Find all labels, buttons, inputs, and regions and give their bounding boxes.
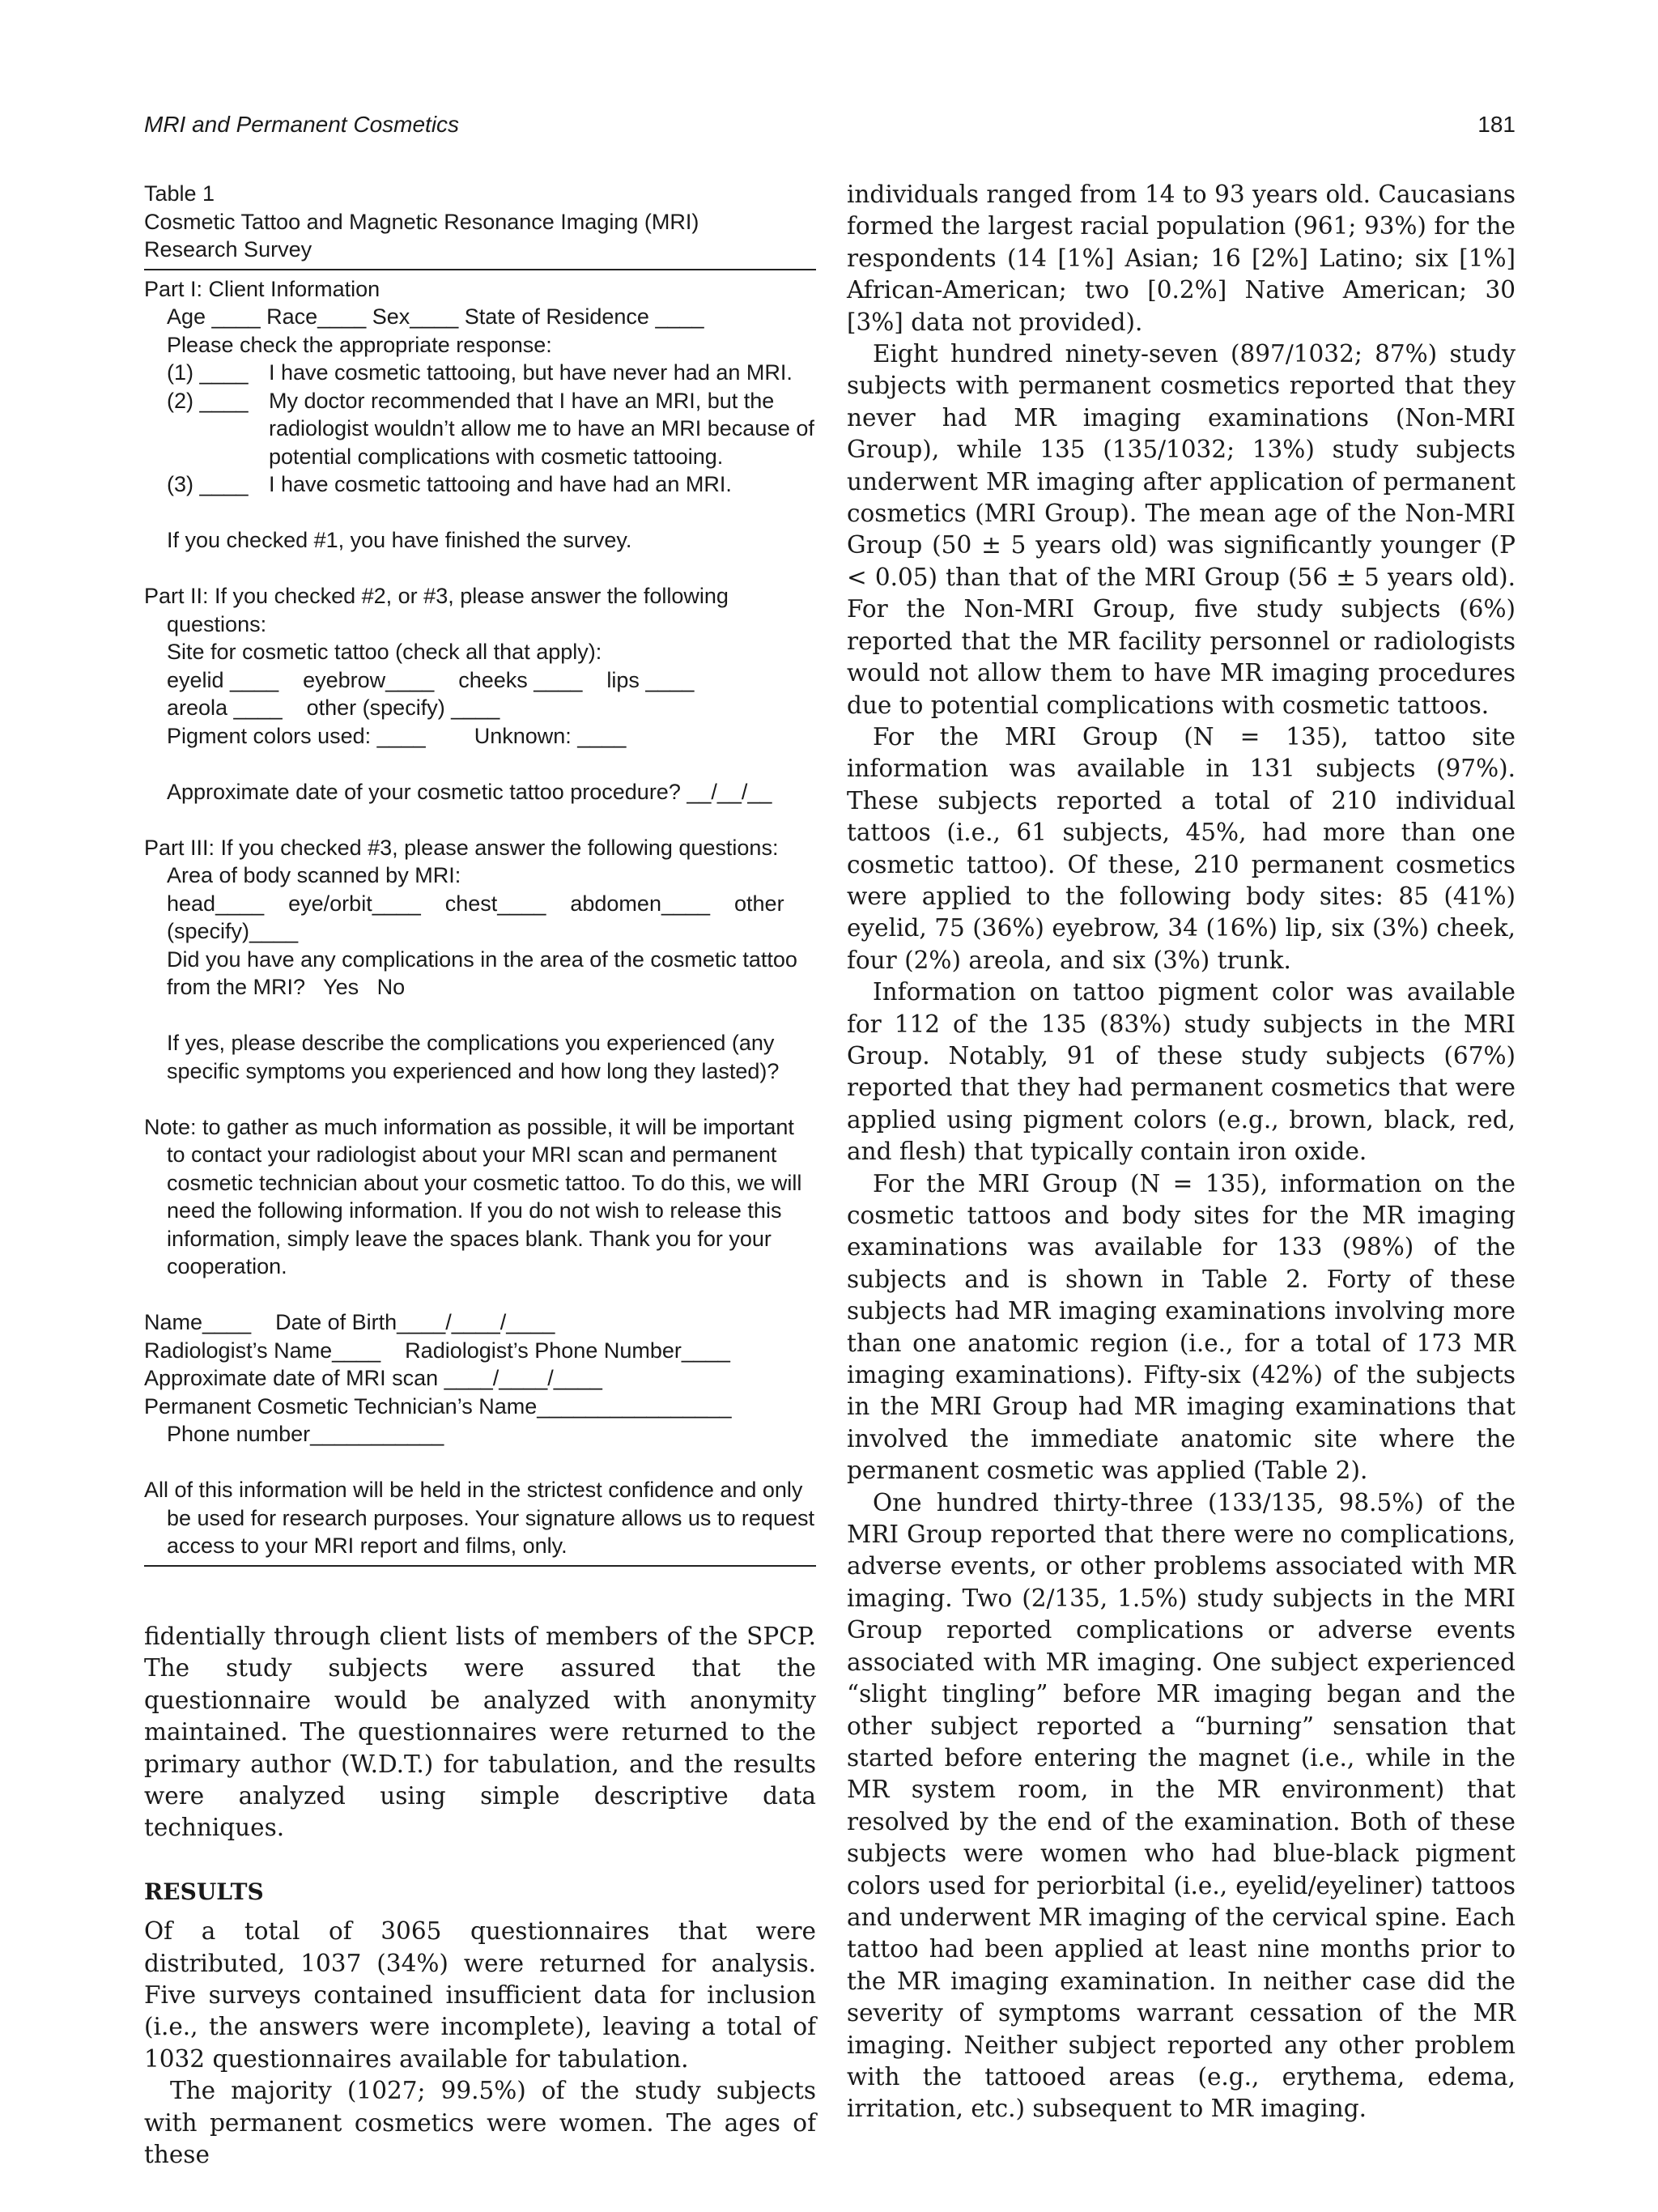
technician-line: Permanent Cosmetic Technician’s Name________________	[144, 1393, 732, 1419]
procedure-date: Approximate date of your cosmetic tattoo procedure? __/__/__	[167, 779, 772, 804]
survey-table	[144, 180, 816, 1572]
paragraph-complications: One hundred thirty-three (133/135, 98.5%) of the MRI Group reported that there were no complications, adverse events, or other problems associated with MR imaging. Two (2/135, 1.5%) study subjects in the MRI Group reported complications or adverse events associated with MR imaging. One subject experienced “slight tingling” before MR imaging began and the other subject reported a “burning” sensation that started before entering the magnet (i.e., while in the MR system room, in the MR environment) that resolved by the end of the examination. Both of these subjects were women who had blue-black pigment colors used for periorbital (i.e., eyelid/eyeliner) tattoos and underwent MR imaging of the cervical spine. Each tattoo had been applied at least nine months prior to the MR imaging examination. In neither case did the severity of symptoms warrant cessation of the MR imaging. Neither subject reported any other problem with the tattooed areas (e.g., erythema, edema, irritation, etc.) subsequent to MR imaging.	[847, 1488, 1516, 2123]
phone-line: Phone number___________	[167, 1422, 444, 1446]
results-paragraph-2: The majority (1027; 99.5%) of the study subjects with permanent cosmetics were women. The ages of these	[144, 2077, 816, 2169]
table-title-line1: Cosmetic Tattoo and Magnetic Resonance Imaging (MRI)	[144, 209, 699, 234]
part3-heading: Part III: If you checked #3, please answer the following questions:	[144, 835, 779, 860]
option-3-number: (3) ____	[167, 472, 249, 496]
paragraph-body-sites: For the MRI Group (N = 135), information on the cosmetic tattoos and body sites for the MR imaging examinations was available for 133 (98%) of the subjects and is shown in Table 2. Forty of these subjects had MR imaging examinations involving more than one anatomic region (i.e., for a total of 173 MR imaging examinations). Fifty-six (42%) of the subjects in the MRI Group had MR imaging examinations that involved the immediate anatomic site where the permanent cosmetic was applied (Table 2).	[847, 1169, 1516, 1485]
radiologist-line: Radiologist’s Name____ Radiologist’s Phone Number____	[144, 1338, 730, 1363]
option-2	[167, 387, 816, 471]
name-line: Name____ Date of Birth____/____/____	[144, 1310, 555, 1334]
results-paragraph-1: Of a total of 3065 questionnaires that were distributed, 1037 (34%) were returned for analysis. Five surveys contained insufficient data for inclusion (i.e., the answers were incomplete), leaving a total of 1032 questionnaires available for tabulation.	[144, 1917, 816, 2073]
left-column-text	[144, 1621, 816, 2172]
table-bottom-rule	[144, 1565, 816, 1567]
demographics-line: Age ____ Race____ Sex____ State of Residence ____	[167, 304, 704, 329]
option-3	[167, 470, 816, 499]
complications-question: Did you have any complications in the area of the cosmetic tattoo from the MRI? Yes No	[167, 946, 804, 999]
area-prompt: Area of body scanned by MRI:	[167, 863, 461, 887]
page-number: 181	[1477, 112, 1516, 137]
site-prompt: Site for cosmetic tattoo (check all that apply):	[167, 640, 602, 664]
describe-complications: If yes, please describe the complications you experienced (any specific symptoms you experienced and how long they lasted)?	[167, 1031, 780, 1083]
sites-line-2: areola ____ other (specify) ____	[167, 696, 500, 720]
option-1-text: I have cosmetic tattooing, but have never had an MRI.	[269, 360, 793, 385]
mri-date-line: Approximate date of MRI scan ____/____/____	[144, 1366, 602, 1390]
sites-line-1: eyelid ____ eyebrow____ cheeks ____ lips ____	[167, 667, 695, 692]
option-3-text: I have cosmetic tattooing and have had an MRI.	[269, 472, 732, 496]
option-1	[167, 359, 816, 387]
paragraph-tattoo-sites: For the MRI Group (N = 135), tattoo site information was available in 131 subjects (97%). These subjects reported a total of 210 individual tattoos (i.e., 61 subjects, 45%, had more than one cosmetic tattoo). Of these, 210 permanent cosmetics were applied to the following body sites: 85 (41%) eyelid, 75 (36%) eyebrow, 34 (16%) lip, six (3%) cheek, four (2%) areola, and six (3%) trunk.	[847, 722, 1516, 974]
option-2-number: (2) ____	[167, 388, 249, 413]
paragraph-demographics: individuals ranged from 14 to 93 years old. Caucasians formed the largest racial population (961; 93%) for the respondents (14 [1%] Asian; 16 [2%] Latino; six [1%] African-American; two [0.2%] Native American; 30 [3%] data not provided).	[847, 181, 1516, 336]
part2-heading: Part II: If you checked #2, or #3, please answer the following questions:	[144, 584, 729, 636]
right-column-text	[847, 179, 1516, 2125]
pigment-line: Pigment colors used: ____ Unknown: ____	[167, 723, 627, 748]
results-heading: RESULTS	[144, 1878, 264, 1905]
areas-line: head____ eye/orbit____ chest____ abdomen____ other (specify)____	[167, 891, 791, 943]
finish-note: If you checked #1, you have finished the survey.	[167, 528, 632, 552]
table-title-line2: Research Survey	[144, 237, 312, 262]
paragraph-pigment: Information on tattoo pigment color was available for 112 of the 135 (83%) study subjects in the MRI Group. Notably, 91 of these study subjects (67%) reported that they had permanent cosmetics that were applied using pigment colors (e.g., brown, black, red, and flesh) that typically contain iron oxide.	[847, 978, 1516, 1166]
running-head	[144, 112, 1516, 144]
table-top-rule	[144, 269, 816, 270]
paragraph-groups: Eight hundred ninety-seven (897/1032; 87%) study subjects with permanent cosmetics reported that they never had MR imaging examinations (Non-MRI Group), while 135 (135/1032; 13%) study subjects underwent MR imaging after application of permanent cosmetics (MRI Group). The mean age of the Non-MRI Group (50 ± 5 years old) was significantly younger (P < 0.05) than that of the MRI Group (56 ± 5 years old). For the Non-MRI Group, five study subjects (6%) reported that the MR facility personnel or radiologists would not allow them to have MR imaging procedures due to potential complications with cosmetic tattoos.	[847, 340, 1516, 719]
note-paragraph: Note: to gather as much information as possible, it will be important to contact your radiologist about your MRI scan and permanent cosmetic technician about your cosmetic tattoo. To do this, we will need the following information. If you do not wish to release this information, simply leave the spaces blank. Thank you for your cooperation.	[144, 1114, 802, 1278]
table-label: Table 1	[144, 181, 215, 206]
option-2-text: My doctor recommended that I have an MRI, but the radiologist wouldn’t allow me to have an MRI because of potential complications with cosmetic tattooing.	[269, 388, 814, 469]
running-title: MRI and Permanent Cosmetics	[144, 112, 460, 137]
methods-continuation: fidentially through client lists of members of the SPCP. The study subjects were assured that the questionnaire would be analyzed with anonymity maintained. The questionnaires were returned to the primary author (W.D.T.) for tabulation, and the results were analyzed using simple descriptive data techniques.	[144, 1623, 816, 1842]
response-instruction: Please check the appropriate response:	[167, 332, 552, 357]
confidentiality-note: All of this information will be held in the strictest confidence and only be used for research purposes. Your signature allows us to request access to your MRI report and films, only.	[144, 1478, 814, 1558]
option-1-number: (1) ____	[167, 360, 249, 385]
part1-heading: Part I: Client Information	[144, 276, 380, 301]
